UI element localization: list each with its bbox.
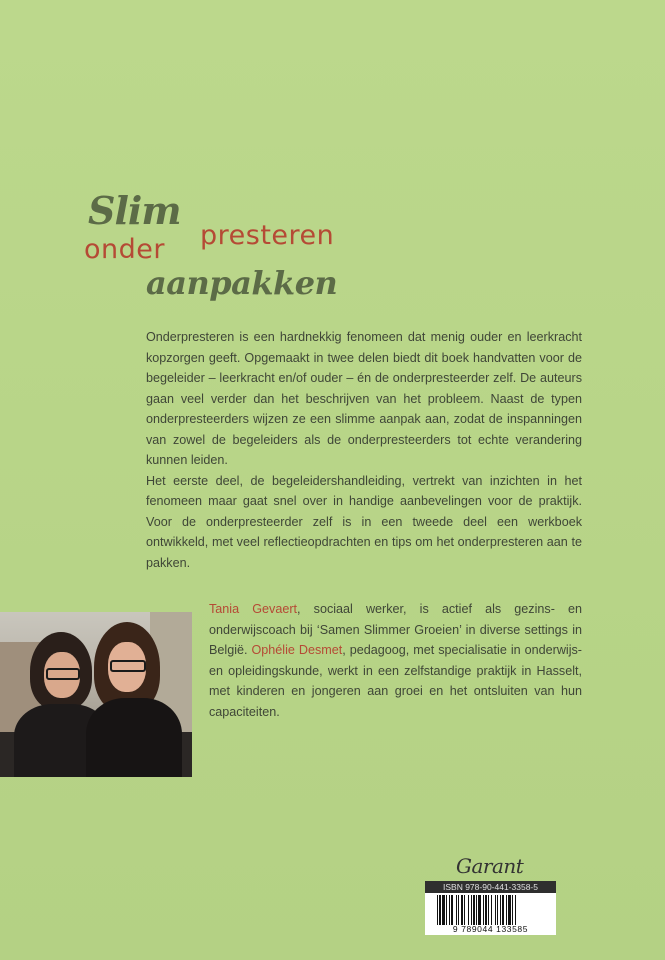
description-paragraph-1: Onderpresteren is een hardnekkig fenomeen dat menig ouder en leerkracht kopzorgen geeft. Opgemaakt in twee delen biedt dit boek handvatten voor de begeleider – leerkracht en/of ouder – én de onderpresteerder zelf. De auteurs gaan veel verder dan het beschrijven van het probleem. Naast de typen onderpresteerders wijzen ze een slimme aanpak aan, zodat de inspanningen van zowel de begeleiders als de onderpresteerders tot echte verandering kunnen leiden. [146,330,582,467]
barcode-bars [437,895,544,925]
author-name-tania-gevaert: Tania Gevaert [209,602,298,616]
title-word-onder: onder [84,234,165,265]
barcode [425,893,556,935]
barcode-number: 9 789044 133585 [452,924,529,934]
book-title [84,180,404,310]
title-word-aanpakken: aanpakken [146,264,338,302]
isbn-label: ISBN 978-90-441-3358-5 [425,881,556,893]
author-bio-1: , sociaal werker, is actief als gezins- en onderwijscoach bij ‘Samen Slimmer Groeien’ in diverse settings in België. [209,602,583,657]
author-bio-2: , pedagoog, met specialisatie in onderwijs- en opleidingskunde, werkt in een zelfstandige praktijk in Hasselt, met kinderen en jongeren aan groei en het ontsluiten van hun capaciteiten. [209,643,582,719]
author-photo [0,612,192,777]
description-paragraph-2: Het eerste deel, de begeleidershandleiding, vertrekt van inzichten in het fenomeen maar gaat snel over in handige aanbevelingen voor de praktijk. Voor de onderpresteerder zelf is in een tweede deel een werkboek ontwikkeld, met veel reflectieopdrachten en tips om het onderpresteren aan te pakken. [146,473,582,570]
author-name-ophelie-desmet: Ophélie Desmet [251,643,343,657]
title-word-presteren: presteren [200,220,335,251]
title-word-slim: Slim [88,188,181,233]
author-bios [209,599,582,722]
book-description [146,327,582,573]
publisher-logo: Garant [456,854,524,878]
